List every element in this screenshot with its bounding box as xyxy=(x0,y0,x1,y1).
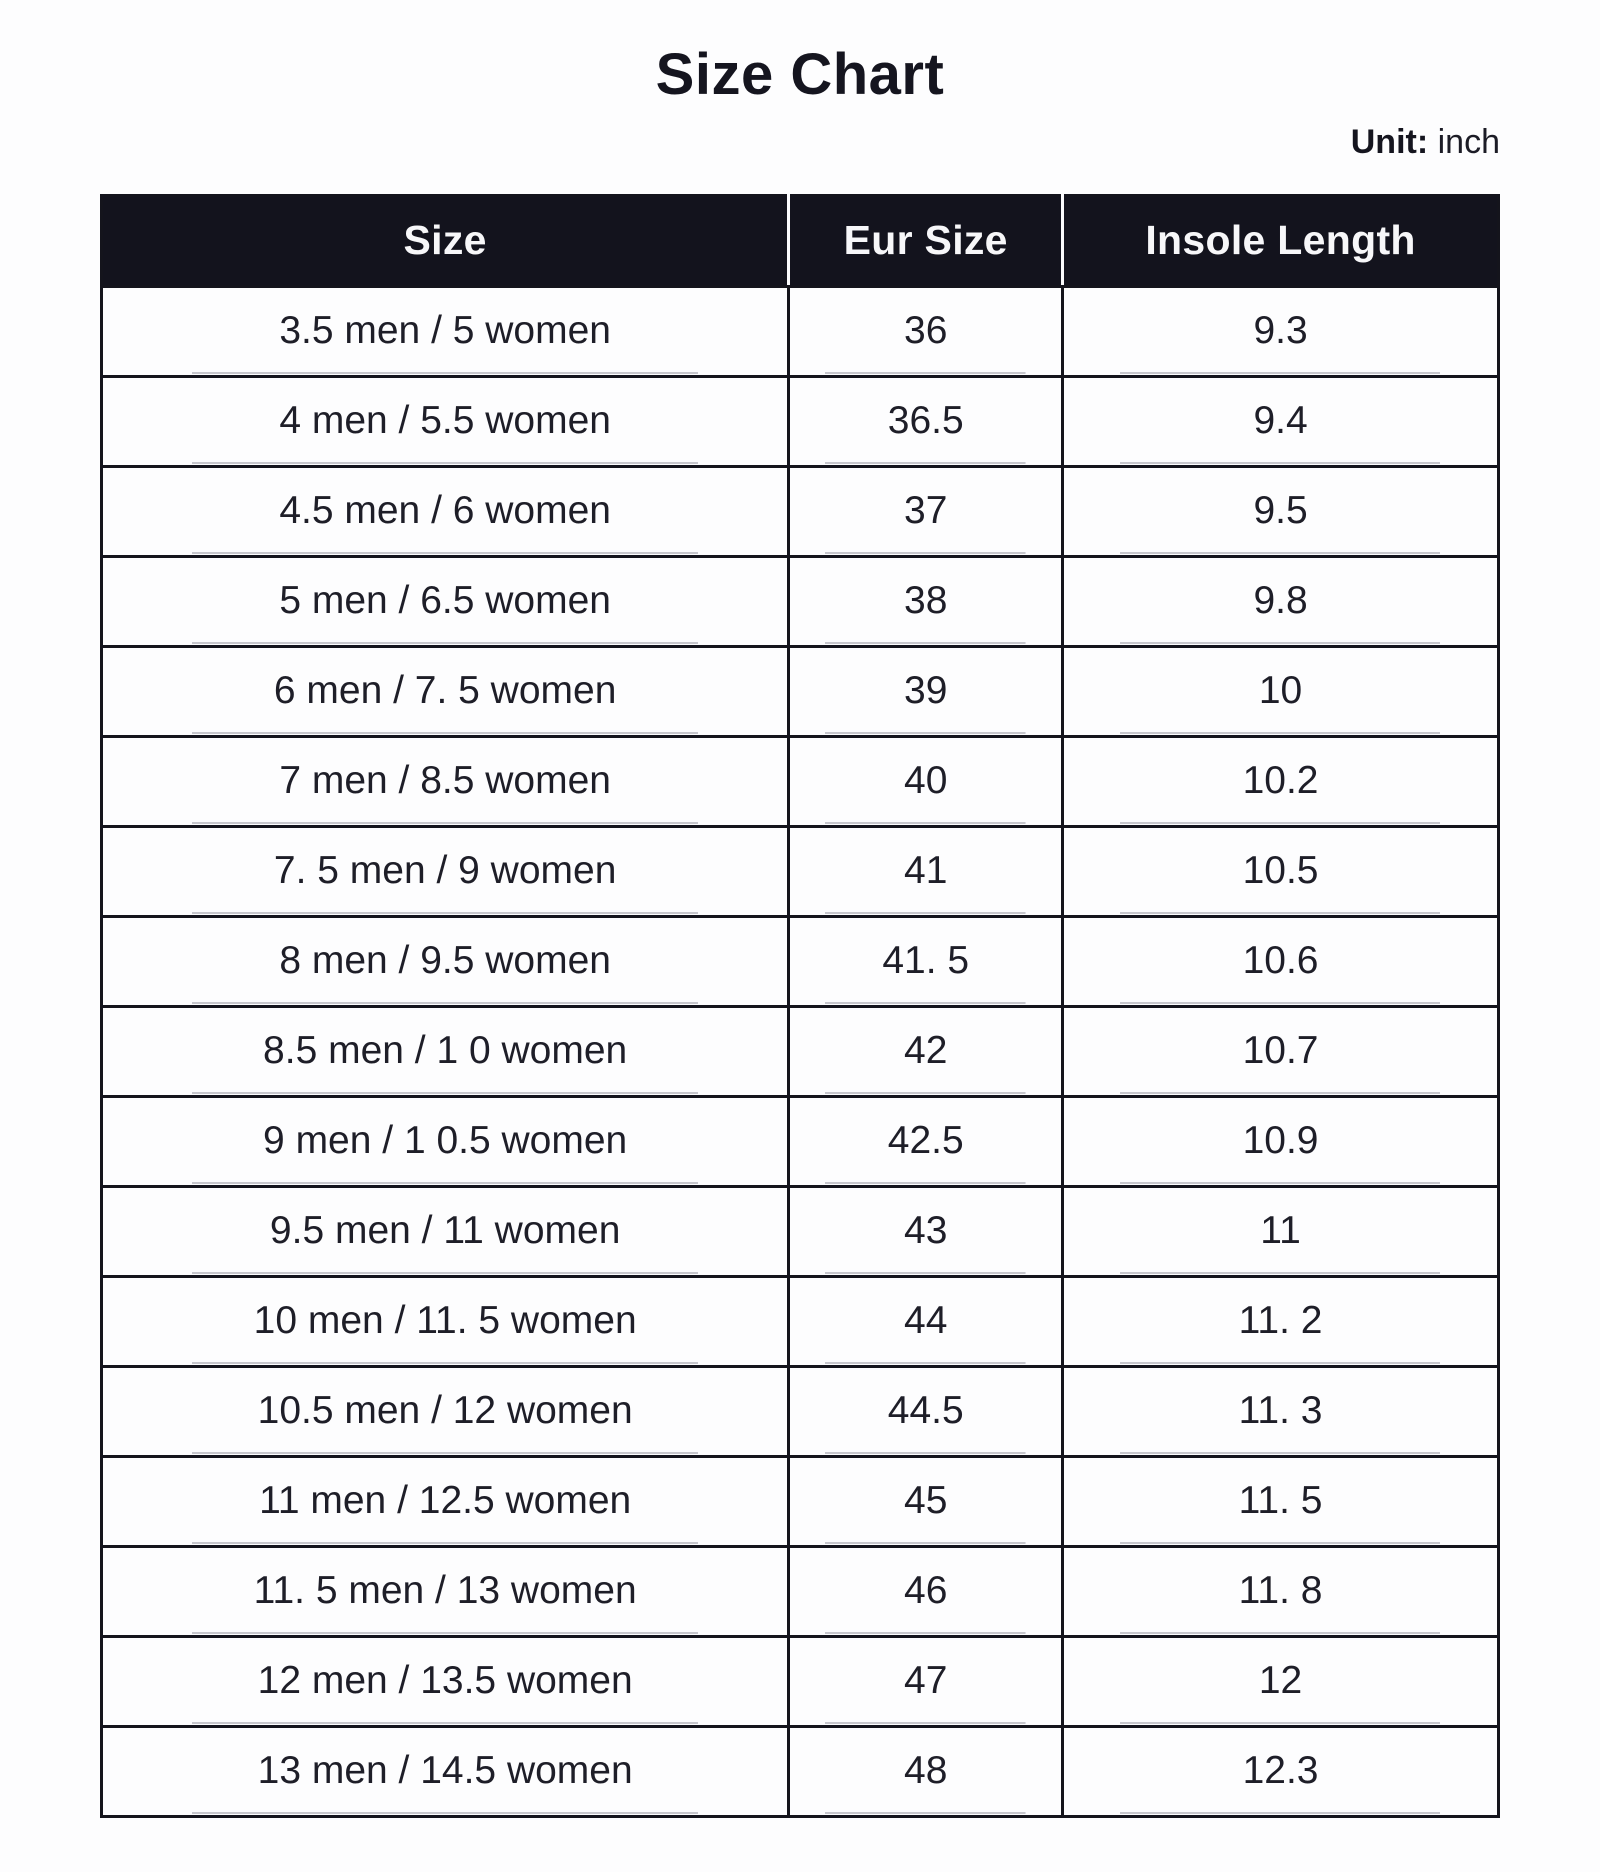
eur-size-cell: 47 xyxy=(789,1636,1063,1726)
size-cell: 10 men / 11. 5 women xyxy=(102,1276,789,1366)
unit-label: Unit: xyxy=(1350,122,1429,161)
eur-size-cell: 41 xyxy=(789,826,1063,916)
size-cell: 9 men / 1 0.5 women xyxy=(102,1096,789,1186)
insole-length-cell: 11 xyxy=(1063,1186,1499,1276)
insole-length-cell: 11. 2 xyxy=(1063,1276,1499,1366)
size-cell: 13 men / 14.5 women xyxy=(102,1726,789,1816)
insole-length-cell: 10.2 xyxy=(1063,736,1499,826)
eur-size-cell: 40 xyxy=(789,736,1063,826)
eur-size-cell: 38 xyxy=(789,556,1063,646)
insole-length-cell: 9.8 xyxy=(1063,556,1499,646)
eur-size-cell: 44 xyxy=(789,1276,1063,1366)
size-cell: 7 men / 8.5 women xyxy=(102,736,789,826)
size-cell: 9.5 men / 11 women xyxy=(102,1186,789,1276)
eur-size-cell: 41. 5 xyxy=(789,916,1063,1006)
eur-size-cell: 36 xyxy=(789,286,1063,376)
insole-length-cell: 10.6 xyxy=(1063,916,1499,1006)
size-cell: 11. 5 men / 13 women xyxy=(102,1546,789,1636)
table-row xyxy=(102,1546,1499,1636)
insole-length-cell: 11. 3 xyxy=(1063,1366,1499,1456)
size-table-header xyxy=(102,195,1499,286)
insole-length-cell: 12 xyxy=(1063,1636,1499,1726)
insole-length-cell: 10.5 xyxy=(1063,826,1499,916)
size-cell: 6 men / 7. 5 women xyxy=(102,646,789,736)
table-row xyxy=(102,646,1499,736)
unit-note xyxy=(100,123,1502,162)
table-row xyxy=(102,1096,1499,1186)
unit-value: inch xyxy=(1437,122,1500,161)
size-cell: 4.5 men / 6 women xyxy=(102,466,789,556)
size-cell: 11 men / 12.5 women xyxy=(102,1456,789,1546)
eur-size-cell: 36.5 xyxy=(789,376,1063,466)
table-row xyxy=(102,1276,1499,1366)
insole-length-cell: 9.4 xyxy=(1063,376,1499,466)
table-row xyxy=(102,1366,1499,1456)
table-row xyxy=(102,826,1499,916)
page-title: Size Chart xyxy=(655,42,945,107)
column-header-size: Size xyxy=(102,195,789,286)
table-row xyxy=(102,916,1499,1006)
eur-size-cell: 46 xyxy=(789,1546,1063,1636)
eur-size-cell: 44.5 xyxy=(789,1366,1063,1456)
table-row xyxy=(102,1456,1499,1546)
table-row xyxy=(102,556,1499,646)
insole-length-cell: 10 xyxy=(1063,646,1499,736)
table-row xyxy=(102,1636,1499,1726)
table-row xyxy=(102,1186,1499,1276)
size-cell: 3.5 men / 5 women xyxy=(102,286,789,376)
insole-length-cell: 10.7 xyxy=(1063,1006,1499,1096)
insole-length-cell: 11. 8 xyxy=(1063,1546,1499,1636)
table-row xyxy=(102,466,1499,556)
eur-size-cell: 43 xyxy=(789,1186,1063,1276)
eur-size-cell: 42 xyxy=(789,1006,1063,1096)
insole-length-cell: 10.9 xyxy=(1063,1096,1499,1186)
insole-length-cell: 12.3 xyxy=(1063,1726,1499,1816)
size-table-body xyxy=(102,286,1499,1816)
eur-size-cell: 48 xyxy=(789,1726,1063,1816)
size-cell: 8 men / 9.5 women xyxy=(102,916,789,1006)
column-header-eur-size: Eur Size xyxy=(789,195,1063,286)
size-cell: 5 men / 6.5 women xyxy=(102,556,789,646)
table-row xyxy=(102,736,1499,826)
size-cell: 8.5 men / 1 0 women xyxy=(102,1006,789,1096)
size-chart-table xyxy=(100,194,1500,1818)
header-row xyxy=(102,195,1499,286)
table-row xyxy=(102,1726,1499,1816)
eur-size-cell: 45 xyxy=(789,1456,1063,1546)
eur-size-cell: 39 xyxy=(789,646,1063,736)
eur-size-cell: 42.5 xyxy=(789,1096,1063,1186)
size-cell: 12 men / 13.5 women xyxy=(102,1636,789,1726)
insole-length-cell: 9.5 xyxy=(1063,466,1499,556)
table-row xyxy=(102,1006,1499,1096)
table-row xyxy=(102,286,1499,376)
table-row xyxy=(102,376,1499,466)
insole-length-cell: 9.3 xyxy=(1063,286,1499,376)
insole-length-cell: 11. 5 xyxy=(1063,1456,1499,1546)
column-header-insole-length: Insole Length xyxy=(1063,195,1499,286)
size-cell: 10.5 men / 12 women xyxy=(102,1366,789,1456)
eur-size-cell: 37 xyxy=(789,466,1063,556)
size-cell: 7. 5 men / 9 women xyxy=(102,826,789,916)
size-cell: 4 men / 5.5 women xyxy=(102,376,789,466)
